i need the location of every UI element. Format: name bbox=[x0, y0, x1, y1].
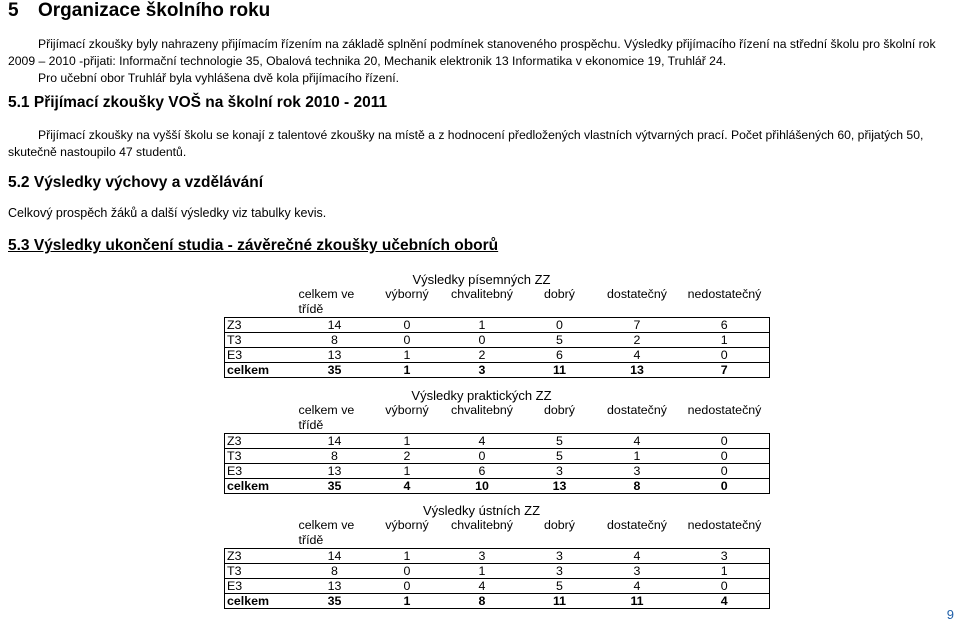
column-header: chvalitebný bbox=[451, 518, 513, 532]
table-cell: 3 bbox=[440, 549, 525, 564]
table-cell: 35 bbox=[295, 363, 375, 378]
table-row bbox=[225, 318, 770, 333]
table-header-row bbox=[225, 287, 770, 318]
table-cell: 0 bbox=[680, 579, 770, 594]
subsection-5-3-title: 5.3 Výsledky ukončení studia - závěrečné zkoušky učebních oborů bbox=[8, 237, 499, 254]
table-cell: 1 bbox=[375, 464, 440, 479]
results-table bbox=[224, 518, 770, 609]
table-cell: 14 bbox=[295, 434, 375, 449]
table-cell: 4 bbox=[375, 479, 440, 494]
table-cell: 10 bbox=[440, 479, 525, 494]
table-row bbox=[225, 434, 770, 449]
row-label: T3 bbox=[225, 564, 295, 579]
results-table-practical bbox=[224, 388, 762, 494]
column-header: nedostatečný bbox=[687, 518, 762, 532]
table-cell: 0 bbox=[680, 479, 770, 494]
table-cell: 4 bbox=[595, 549, 680, 564]
table-cell: 8 bbox=[295, 333, 375, 348]
table-cell: 5 bbox=[525, 449, 595, 464]
column-header: výborný bbox=[385, 518, 429, 532]
intro-line-2: 2009 – 2010 -přijati: Informační technologie 35, Obalová technika 20, Mechanik elektronik 13 Informatika v ekonomice 19, Truhlář 24. bbox=[8, 54, 727, 68]
table-row bbox=[225, 348, 770, 363]
section-title: Organizace školního roku bbox=[38, 0, 271, 21]
section-number: 5 bbox=[8, 0, 19, 21]
table-cell: 3 bbox=[525, 464, 595, 479]
column-header: celkem ve třídě bbox=[298, 403, 355, 432]
column-header bbox=[225, 518, 295, 549]
table-cell: 2 bbox=[595, 333, 680, 348]
table-cell: 11 bbox=[525, 363, 595, 378]
table-cell: 14 bbox=[295, 318, 375, 333]
column-header: dostatečný bbox=[607, 403, 667, 417]
subsection-5-2-title: 5.2 Výsledky výchovy a vzdělávání bbox=[8, 174, 264, 191]
table-row bbox=[225, 564, 770, 579]
row-label: celkem bbox=[225, 479, 295, 494]
results-table bbox=[224, 287, 770, 378]
table-cell: 0 bbox=[375, 318, 440, 333]
column-header: dostatečný bbox=[607, 287, 667, 301]
column-header: dobrý bbox=[544, 403, 575, 417]
column-header: chvalitebný bbox=[451, 403, 513, 417]
table-cell: 13 bbox=[295, 579, 375, 594]
row-label: Z3 bbox=[225, 434, 295, 449]
table-cell: 8 bbox=[440, 594, 525, 609]
intro-line-3: Pro učební obor Truhlář byla vyhlášena dvě kola přijímacího řízení. bbox=[38, 71, 400, 85]
row-label: T3 bbox=[225, 449, 295, 464]
table-cell: 6 bbox=[680, 318, 770, 333]
results-table-written bbox=[224, 272, 762, 378]
table-cell: 0 bbox=[375, 333, 440, 348]
row-label: E3 bbox=[225, 579, 295, 594]
table-cell: 0 bbox=[680, 449, 770, 464]
table-cell: 3 bbox=[525, 549, 595, 564]
table-cell: 13 bbox=[295, 348, 375, 363]
table-cell: 2 bbox=[375, 449, 440, 464]
column-header: celkem ve třídě bbox=[298, 518, 355, 547]
table-title: Výsledky ústních ZZ bbox=[422, 503, 541, 518]
table-title: Výsledky praktických ZZ bbox=[411, 388, 552, 403]
table-cell: 1 bbox=[375, 549, 440, 564]
column-header: dobrý bbox=[544, 287, 575, 301]
subsection-5-2-text: Celkový prospěch žáků a další výsledky viz tabulky kevis. bbox=[8, 206, 327, 220]
table-cell: 8 bbox=[295, 449, 375, 464]
row-label: E3 bbox=[225, 464, 295, 479]
row-label: T3 bbox=[225, 333, 295, 348]
table-cell: 7 bbox=[680, 363, 770, 378]
column-header bbox=[225, 403, 295, 434]
row-label: E3 bbox=[225, 348, 295, 363]
intro-paragraph bbox=[8, 36, 958, 87]
intro-line-1: Přijímací zkoušky byly nahrazeny přijímacím řízením na základě splnění podmínek stanoveného prospěchu. Výsledky přijímacího řízení na střední školu pro školní rok bbox=[38, 37, 936, 51]
table-cell: 1 bbox=[375, 363, 440, 378]
table-cell: 6 bbox=[440, 464, 525, 479]
column-header: chvalitebný bbox=[451, 287, 513, 301]
table-cell: 5 bbox=[525, 434, 595, 449]
column-header: výborný bbox=[385, 403, 429, 417]
table-cell: 1 bbox=[440, 318, 525, 333]
table-cell: 1 bbox=[595, 449, 680, 464]
table-cell: 4 bbox=[440, 434, 525, 449]
table-cell: 0 bbox=[375, 564, 440, 579]
results-table-oral bbox=[224, 503, 762, 609]
table-cell: 3 bbox=[595, 564, 680, 579]
table-cell: 4 bbox=[680, 594, 770, 609]
table-row bbox=[225, 579, 770, 594]
table-cell: 4 bbox=[595, 348, 680, 363]
column-header bbox=[225, 287, 295, 318]
table-cell: 6 bbox=[525, 348, 595, 363]
table-cell: 0 bbox=[440, 449, 525, 464]
table-cell: 5 bbox=[525, 333, 595, 348]
table-cell: 11 bbox=[595, 594, 680, 609]
table-total-row bbox=[225, 594, 770, 609]
table-cell: 14 bbox=[295, 549, 375, 564]
table-cell: 5 bbox=[525, 579, 595, 594]
table-cell: 2 bbox=[440, 348, 525, 363]
table-cell: 35 bbox=[295, 479, 375, 494]
table-cell: 0 bbox=[525, 318, 595, 333]
column-header: celkem ve třídě bbox=[298, 287, 355, 316]
table-cell: 3 bbox=[595, 464, 680, 479]
row-label: celkem bbox=[225, 363, 295, 378]
table-cell: 0 bbox=[680, 434, 770, 449]
table-cell: 1 bbox=[680, 564, 770, 579]
table-cell: 8 bbox=[595, 479, 680, 494]
table-row bbox=[225, 449, 770, 464]
row-label: celkem bbox=[225, 594, 295, 609]
table-cell: 1 bbox=[375, 348, 440, 363]
table-cell: 13 bbox=[595, 363, 680, 378]
table-cell: 1 bbox=[375, 434, 440, 449]
table-cell: 4 bbox=[595, 579, 680, 594]
table-cell: 0 bbox=[680, 348, 770, 363]
table-cell: 4 bbox=[595, 434, 680, 449]
results-table bbox=[224, 403, 770, 494]
row-label: Z3 bbox=[225, 549, 295, 564]
table-cell: 0 bbox=[375, 579, 440, 594]
table-cell: 13 bbox=[295, 464, 375, 479]
table-total-row bbox=[225, 363, 770, 378]
table-row bbox=[225, 549, 770, 564]
table-row bbox=[225, 464, 770, 479]
column-header: dobrý bbox=[544, 518, 575, 532]
table-cell: 7 bbox=[595, 318, 680, 333]
table-total-row bbox=[225, 479, 770, 494]
column-header: výborný bbox=[385, 287, 429, 301]
table-cell: 8 bbox=[295, 564, 375, 579]
table-cell: 35 bbox=[295, 594, 375, 609]
table-cell: 1 bbox=[440, 564, 525, 579]
table-cell: 3 bbox=[440, 363, 525, 378]
table-header-row bbox=[225, 403, 770, 434]
page-number: 9 bbox=[946, 607, 954, 622]
column-header: nedostatečný bbox=[687, 287, 762, 301]
subsection-5-1-text bbox=[8, 127, 958, 161]
table-title: Výsledky písemných ZZ bbox=[412, 272, 551, 287]
table-row bbox=[225, 333, 770, 348]
row-label: Z3 bbox=[225, 318, 295, 333]
section-heading bbox=[8, 0, 270, 22]
table-cell: 1 bbox=[375, 594, 440, 609]
subsection-5-1-title: 5.1 Přijímací zkoušky VOŠ na školní rok 2010 - 2011 bbox=[8, 94, 388, 111]
table-cell: 3 bbox=[525, 564, 595, 579]
subsection-5-1-line-2: skutečně nastoupilo 47 studentů. bbox=[8, 145, 187, 159]
table-cell: 13 bbox=[525, 479, 595, 494]
subsection-5-1-line-1: Přijímací zkoušky na vyšší školu se konají z talentové zkoušky na místě a z hodnocení předložených vlastních výtvarných prací. Počet přihlášených 60, přijatých 50, bbox=[38, 128, 924, 142]
table-cell: 1 bbox=[680, 333, 770, 348]
table-cell: 3 bbox=[680, 549, 770, 564]
column-header: nedostatečný bbox=[687, 403, 762, 417]
column-header: dostatečný bbox=[607, 518, 667, 532]
table-header-row bbox=[225, 518, 770, 549]
table-cell: 11 bbox=[525, 594, 595, 609]
table-cell: 0 bbox=[680, 464, 770, 479]
table-cell: 4 bbox=[440, 579, 525, 594]
table-cell: 0 bbox=[440, 333, 525, 348]
